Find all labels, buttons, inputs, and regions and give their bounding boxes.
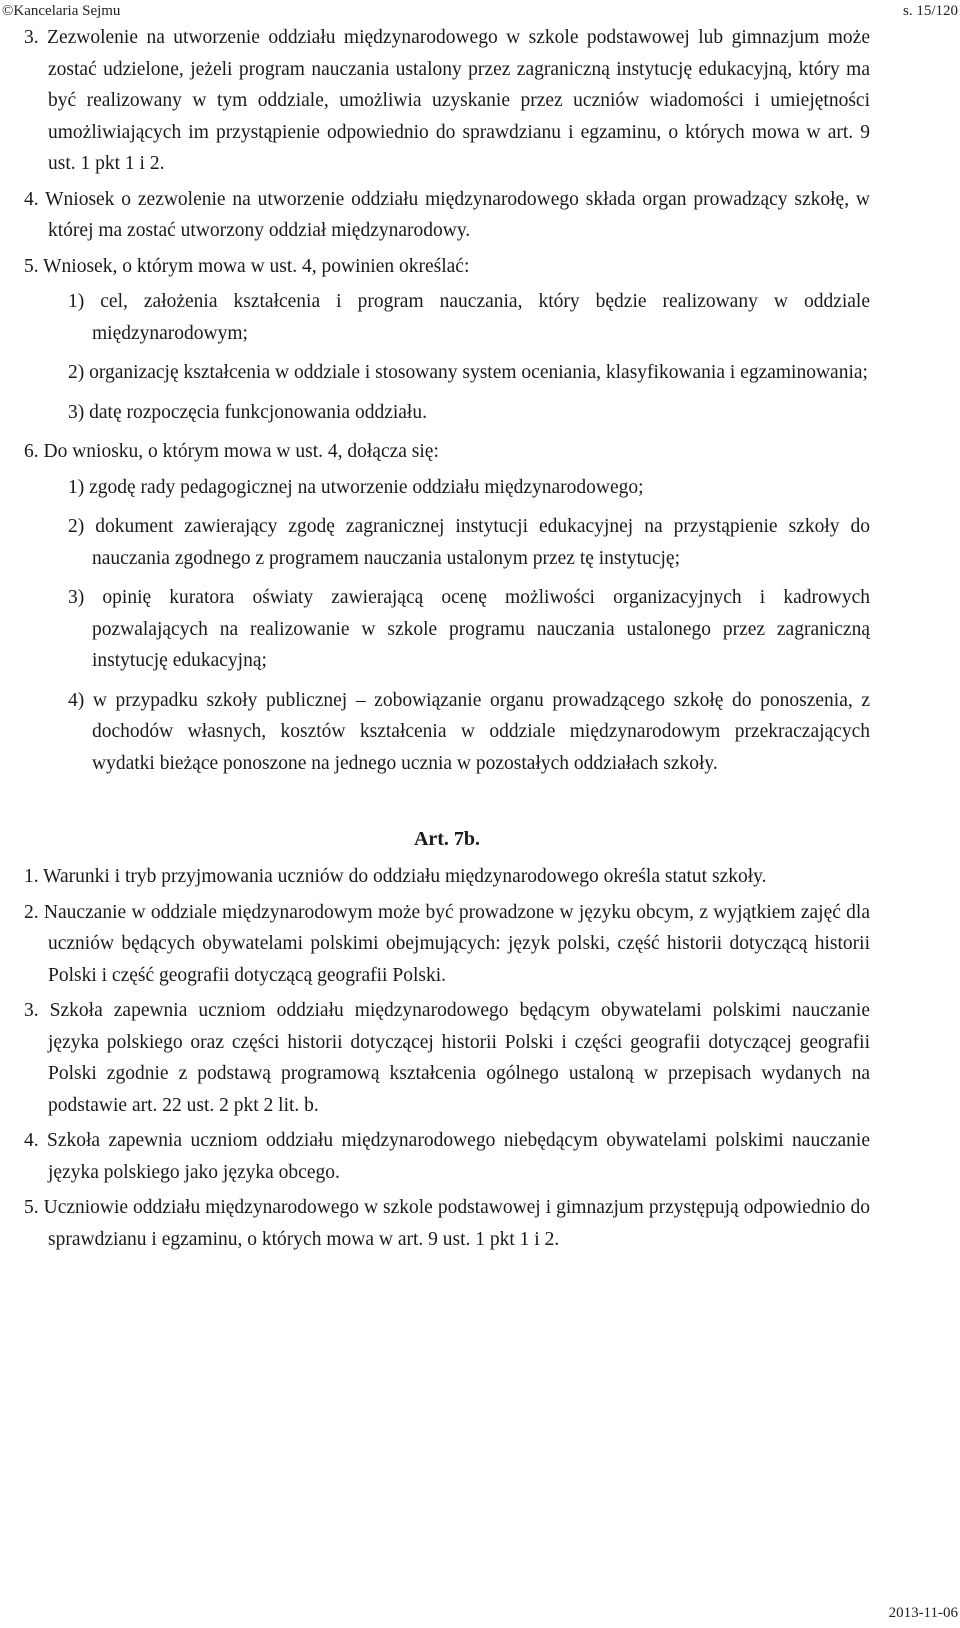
point-6-4: 4) w przypadku szkoły publicznej – zobowiązanie organu prowadzącego szkołę do ponoszenia, z dochodów własnych, kosztów kształcenia w oddziale międzynarodowym przekraczających wydatki bieżące ponoszone na jednego ucznia w pozostałych oddziałach szkoły. <box>68 689 870 774</box>
point-6-3: 3) opinię kuratora oświaty zawierającą ocenę możliwości organizacyjnych i kadrowych pozwalających na realizowanie w szkole programu nauczania ustalonego przez zagraniczną instytucję edukacyjną; <box>68 587 870 671</box>
header-source: ©Kancelaria Sejmu <box>2 3 121 19</box>
header-page-number: s. 15/120 <box>902 3 958 19</box>
point-6-1: 1) zgodę rady pedagogicznej na utworzenie oddziału międzynarodowego; <box>68 476 644 498</box>
point-5-3: 3) datę rozpoczęcia funkcjonowania oddziału. <box>68 401 427 423</box>
paragraph-art7b-ust-1: 1. Warunki i tryb przyjmowania uczniów do oddziału międzynarodowego określa statut szkoły. <box>24 866 767 887</box>
paragraph-ust-5: 5. Wniosek, o którym mowa w ust. 4, powinien określać: <box>24 255 470 277</box>
paragraph-ust-6: 6. Do wniosku, o którym mowa w ust. 4, dołącza się: <box>24 441 439 462</box>
point-5-2: 2) organizację kształcenia w oddziale i stosowany system oceniania, klasyfikowania i egzaminowania; <box>68 362 868 383</box>
paragraph-art7b-ust-2: 2. Nauczanie w oddziale międzynarodowym może być prowadzone w języku obcym, z wyjątkiem zajęć dla uczniów będących obywatelami polskimi obejmujących: język polski, część historii dotyczącą historii Polski i część geografii dotyczącą geografii Polski. <box>24 901 870 986</box>
document-body <box>24 22 870 1259</box>
footer-date: 2013-11-06 <box>888 1605 958 1621</box>
article-title: Art. 7b. <box>413 828 481 850</box>
paragraph-art7b-ust-3: 3. Szkoła zapewnia uczniom oddziału międzynarodowego będącym obywatelami polskimi nauczanie języka polskiego oraz części historii dotyczącej historii Polski i części geografii dotyczącej geografii Polski zgodnie z podstawą programową kształcenia ogólnego ustaloną w przepisach wydanych na podstawie art. 22 ust. 2 pkt 2 lit. b. <box>24 1000 870 1116</box>
paragraph-art7b-ust-4: 4. Szkoła zapewnia uczniom oddziału międzynarodowego niebędącym obywatelami polskimi nauczanie języka polskiego jako języka obcego. <box>24 1130 870 1183</box>
point-5-1: 1) cel, założenia kształcenia i program nauczania, który będzie realizowany w oddziale międzynarodowym; <box>68 291 870 344</box>
point-6-2: 2) dokument zawierający zgodę zagranicznej instytucji edukacyjnej na przystąpienie szkoły do nauczania zgodnego z programem nauczania ustalonym przez tę instytucję; <box>68 516 870 569</box>
paragraph-art7b-ust-5: 5. Uczniowie oddziału międzynarodowego w szkole podstawowej i gimnazjum przystępują odpowiednio do sprawdzianu i egzaminu, o których mowa w art. 9 ust. 1 pkt 1 i 2. <box>24 1197 870 1250</box>
paragraph-ust-4: 4. Wniosek o zezwolenie na utworzenie oddziału międzynarodowego składa organ prowadzący szkołę, w której ma zostać utworzony oddział międzynarodowy. <box>24 188 870 241</box>
paragraph-ust-3: 3. Zezwolenie na utworzenie oddziału międzynarodowego w szkole podstawowej lub gimnazjum może zostać udzielone, jeżeli program nauczania ustalony przez zagraniczną instytucję edukacyjną, który ma być realizowany w tym oddziale, umożliwia uzyskanie przez uczniów wiadomości i umiejętności umożliwiających im przystąpienie odpowiednio do sprawdzianu i egzaminu, o których mowa w art. 9 ust. 1 pkt 1 i 2. <box>24 27 870 174</box>
